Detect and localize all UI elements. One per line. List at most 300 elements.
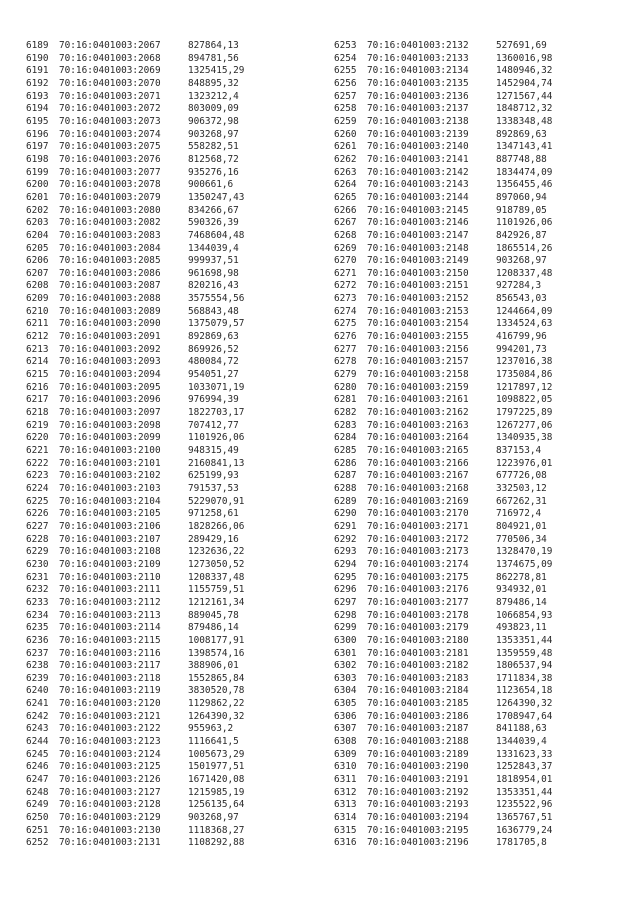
cadastral-value: 892869,63 xyxy=(188,331,239,343)
row-number: 6260 xyxy=(334,128,357,140)
row-number: 6311 xyxy=(334,774,357,786)
cadastral-number: 70:16:0401003:2133 xyxy=(367,52,469,64)
table-row xyxy=(334,799,552,812)
row-number: 6281 xyxy=(334,394,357,406)
row-number: 6231 xyxy=(26,571,49,583)
table-row xyxy=(334,458,552,471)
cadastral-value: 1033071,19 xyxy=(188,381,245,393)
table-row xyxy=(26,736,244,749)
table-row xyxy=(26,382,244,395)
table-row xyxy=(334,774,552,787)
table-row xyxy=(334,483,552,496)
cadastral-value: 1360016,98 xyxy=(496,52,553,64)
table-row xyxy=(334,534,552,547)
cadastral-value: 558282,51 xyxy=(188,141,239,153)
cadastral-number: 70:16:0401003:2085 xyxy=(59,255,161,267)
cadastral-value: 976994,39 xyxy=(188,394,239,406)
cadastral-value: 770506,34 xyxy=(496,533,547,545)
cadastral-value: 3575554,56 xyxy=(188,293,245,305)
row-number: 6309 xyxy=(334,748,357,760)
table-row xyxy=(26,91,244,104)
cadastral-value: 848895,32 xyxy=(188,77,239,89)
cadastral-number: 70:16:0401003:2107 xyxy=(59,533,161,545)
row-number: 6226 xyxy=(26,508,49,520)
table-row xyxy=(26,255,244,268)
table-row xyxy=(334,610,552,623)
cadastral-number: 70:16:0401003:2157 xyxy=(367,356,469,368)
row-number: 6251 xyxy=(26,824,49,836)
row-number: 6265 xyxy=(334,191,357,203)
cadastral-value: 1353351,44 xyxy=(496,786,553,798)
row-number: 6235 xyxy=(26,622,49,634)
cadastral-number: 70:16:0401003:2150 xyxy=(367,267,469,279)
row-number: 6288 xyxy=(334,482,357,494)
row-number: 6280 xyxy=(334,381,357,393)
cadastral-value: 1806537,94 xyxy=(496,660,553,672)
table-row xyxy=(334,331,552,344)
table-row xyxy=(334,420,552,433)
row-number: 6224 xyxy=(26,482,49,494)
cadastral-number: 70:16:0401003:2129 xyxy=(59,812,161,824)
table-row xyxy=(26,167,244,180)
cadastral-number: 70:16:0401003:2152 xyxy=(367,293,469,305)
cadastral-value: 1271567,44 xyxy=(496,90,553,102)
table-row xyxy=(26,356,244,369)
table-row xyxy=(334,280,552,293)
cadastral-value: 1334524,63 xyxy=(496,318,553,330)
table-row xyxy=(334,736,552,749)
row-number: 6193 xyxy=(26,90,49,102)
cadastral-number: 70:16:0401003:2159 xyxy=(367,381,469,393)
cadastral-number: 70:16:0401003:2099 xyxy=(59,432,161,444)
cadastral-number: 70:16:0401003:2186 xyxy=(367,710,469,722)
row-number: 6257 xyxy=(334,90,357,102)
table-row xyxy=(334,205,552,218)
row-number: 6198 xyxy=(26,153,49,165)
cadastral-number: 70:16:0401003:2175 xyxy=(367,571,469,583)
row-number: 6312 xyxy=(334,786,357,798)
cadastral-value: 1671420,08 xyxy=(188,774,245,786)
cadastral-number: 70:16:0401003:2093 xyxy=(59,356,161,368)
cadastral-value: 1359559,48 xyxy=(496,647,553,659)
cadastral-number: 70:16:0401003:2130 xyxy=(59,824,161,836)
cadastral-value: 1129862,22 xyxy=(188,698,245,710)
cadastral-number: 70:16:0401003:2166 xyxy=(367,457,469,469)
table-row xyxy=(26,812,244,825)
cadastral-number: 70:16:0401003:2082 xyxy=(59,217,161,229)
table-row xyxy=(334,141,552,154)
table-row xyxy=(334,318,552,331)
cadastral-value: 948315,49 xyxy=(188,445,239,456)
cadastral-number: 70:16:0401003:2100 xyxy=(59,445,161,456)
cadastral-value: 1818954,01 xyxy=(496,774,553,786)
cadastral-number: 70:16:0401003:2088 xyxy=(59,293,161,305)
cadastral-value: 1331623,33 xyxy=(496,748,553,760)
cadastral-value: 1398574,16 xyxy=(188,647,245,659)
cadastral-value: 1123654,18 xyxy=(496,685,553,697)
cadastral-value: 1347143,41 xyxy=(496,141,553,153)
row-number: 6232 xyxy=(26,584,49,596)
row-number: 6252 xyxy=(26,837,49,849)
cadastral-value: 1350247,43 xyxy=(188,191,245,203)
table-row xyxy=(26,470,244,483)
cadastral-number: 70:16:0401003:2119 xyxy=(59,685,161,697)
cadastral-number: 70:16:0401003:2131 xyxy=(59,837,161,849)
cadastral-value: 999937,51 xyxy=(188,255,239,267)
cadastral-number: 70:16:0401003:2181 xyxy=(367,647,469,659)
cadastral-number: 70:16:0401003:2145 xyxy=(367,204,469,216)
table-row xyxy=(26,369,244,382)
cadastral-value: 1828266,06 xyxy=(188,520,245,532)
cadastral-number: 70:16:0401003:2135 xyxy=(367,77,469,89)
row-number: 6239 xyxy=(26,672,49,684)
cadastral-number: 70:16:0401003:2162 xyxy=(367,407,469,419)
cadastral-value: 1797225,89 xyxy=(496,407,553,419)
cadastral-value: 994201,73 xyxy=(496,343,547,355)
table-row xyxy=(26,723,244,736)
table-row xyxy=(26,243,244,256)
row-number: 6211 xyxy=(26,318,49,330)
row-number: 6237 xyxy=(26,647,49,659)
cadastral-number: 70:16:0401003:2101 xyxy=(59,457,161,469)
table-row xyxy=(334,749,552,762)
cadastral-number: 70:16:0401003:2120 xyxy=(59,698,161,710)
cadastral-value: 1822703,17 xyxy=(188,407,245,419)
cadastral-value: 7468604,48 xyxy=(188,229,245,241)
cadastral-value: 1215985,19 xyxy=(188,786,245,798)
cadastral-number: 70:16:0401003:2118 xyxy=(59,672,161,684)
cadastral-value: 803009,09 xyxy=(188,103,239,115)
row-number: 6203 xyxy=(26,217,49,229)
cadastral-value: 677726,08 xyxy=(496,470,547,482)
cadastral-value: 1264390,32 xyxy=(188,710,245,722)
table-row xyxy=(334,65,552,78)
cadastral-value: 934932,01 xyxy=(496,584,547,596)
table-row xyxy=(334,723,552,736)
table-row xyxy=(334,711,552,724)
cadastral-value: 1264390,32 xyxy=(496,698,553,710)
cadastral-value: 493823,11 xyxy=(496,622,547,634)
table-row xyxy=(26,407,244,420)
row-number: 6205 xyxy=(26,242,49,254)
cadastral-number: 70:16:0401003:2179 xyxy=(367,622,469,634)
table-row xyxy=(334,268,552,281)
right-column xyxy=(334,40,552,850)
row-number: 6196 xyxy=(26,128,49,140)
row-number: 6270 xyxy=(334,255,357,267)
cadastral-number: 70:16:0401003:2106 xyxy=(59,520,161,532)
cadastral-number: 70:16:0401003:2143 xyxy=(367,179,469,191)
cadastral-value: 416799,96 xyxy=(496,331,547,343)
cadastral-value: 1552865,84 xyxy=(188,672,245,684)
cadastral-value: 954051,27 xyxy=(188,369,239,381)
row-number: 6219 xyxy=(26,419,49,431)
table-row xyxy=(334,521,552,534)
table-row xyxy=(334,230,552,243)
table-row xyxy=(26,458,244,471)
cadastral-number: 70:16:0401003:2109 xyxy=(59,558,161,570)
table-row xyxy=(26,280,244,293)
cadastral-number: 70:16:0401003:2177 xyxy=(367,596,469,608)
row-number: 6294 xyxy=(334,558,357,570)
cadastral-value: 1066854,93 xyxy=(496,609,553,621)
cadastral-value: 1155759,51 xyxy=(188,584,245,596)
cadastral-value: 1116641,5 xyxy=(188,736,239,748)
row-number: 6266 xyxy=(334,204,357,216)
cadastral-value: 935276,16 xyxy=(188,166,239,178)
cadastral-value: 1353351,44 xyxy=(496,634,553,646)
table-row xyxy=(26,787,244,800)
table-row xyxy=(26,420,244,433)
cadastral-value: 1708947,64 xyxy=(496,710,553,722)
cadastral-value: 892869,63 xyxy=(496,128,547,140)
table-row xyxy=(334,394,552,407)
table-row xyxy=(26,685,244,698)
row-number: 6262 xyxy=(334,153,357,165)
table-row xyxy=(26,698,244,711)
cadastral-number: 70:16:0401003:2141 xyxy=(367,153,469,165)
cadastral-number: 70:16:0401003:2158 xyxy=(367,369,469,381)
row-number: 6217 xyxy=(26,394,49,406)
table-row xyxy=(334,369,552,382)
row-number: 6222 xyxy=(26,457,49,469)
cadastral-number: 70:16:0401003:2068 xyxy=(59,52,161,64)
table-row xyxy=(26,508,244,521)
row-number: 6215 xyxy=(26,369,49,381)
cadastral-value: 568843,48 xyxy=(188,305,239,317)
cadastral-number: 70:16:0401003:2136 xyxy=(367,90,469,102)
cadastral-value: 3830520,78 xyxy=(188,685,245,697)
table-row xyxy=(26,192,244,205)
cadastral-number: 70:16:0401003:2097 xyxy=(59,407,161,419)
row-number: 6268 xyxy=(334,229,357,241)
cadastral-number: 70:16:0401003:2084 xyxy=(59,242,161,254)
table-row xyxy=(26,40,244,53)
row-number: 6220 xyxy=(26,432,49,444)
cadastral-value: 1848712,32 xyxy=(496,103,553,115)
cadastral-number: 70:16:0401003:2102 xyxy=(59,470,161,482)
row-number: 6238 xyxy=(26,660,49,672)
row-number: 6272 xyxy=(334,280,357,292)
cadastral-number: 70:16:0401003:2110 xyxy=(59,571,161,583)
cadastral-value: 716972,4 xyxy=(496,508,542,520)
cadastral-number: 70:16:0401003:2121 xyxy=(59,710,161,722)
cadastral-value: 862278,81 xyxy=(496,571,547,583)
cadastral-value: 834266,67 xyxy=(188,204,239,216)
cadastral-value: 1501977,51 xyxy=(188,761,245,773)
cadastral-number: 70:16:0401003:2073 xyxy=(59,115,161,127)
row-number: 6308 xyxy=(334,736,357,748)
row-number: 6286 xyxy=(334,457,357,469)
table-row xyxy=(26,65,244,78)
table-row xyxy=(334,584,552,597)
row-number: 6282 xyxy=(334,407,357,419)
cadastral-value: 841188,63 xyxy=(496,723,547,735)
row-number: 6248 xyxy=(26,786,49,798)
table-row xyxy=(26,445,244,458)
table-row xyxy=(334,635,552,648)
cadastral-value: 1865514,26 xyxy=(496,242,553,254)
cadastral-value: 842926,87 xyxy=(496,229,547,241)
cadastral-value: 887748,88 xyxy=(496,153,547,165)
cadastral-value: 856543,03 xyxy=(496,293,547,305)
cadastral-value: 1256135,64 xyxy=(188,799,245,811)
cadastral-number: 70:16:0401003:2094 xyxy=(59,369,161,381)
cadastral-value: 1101926,06 xyxy=(188,432,245,444)
cadastral-value: 820216,43 xyxy=(188,280,239,292)
cadastral-value: 332503,12 xyxy=(496,482,547,494)
cadastral-value: 961698,98 xyxy=(188,267,239,279)
cadastral-value: 1781705,8 xyxy=(496,837,547,849)
table-row xyxy=(26,799,244,812)
table-row xyxy=(26,761,244,774)
cadastral-value: 1356455,46 xyxy=(496,179,553,191)
cadastral-value: 1008177,91 xyxy=(188,634,245,646)
cadastral-value: 827864,13 xyxy=(188,40,239,51)
cadastral-value: 2160841,13 xyxy=(188,457,245,469)
row-number: 6276 xyxy=(334,331,357,343)
row-number: 6293 xyxy=(334,546,357,558)
cadastral-number: 70:16:0401003:2075 xyxy=(59,141,161,153)
table-row xyxy=(334,116,552,129)
row-number: 6204 xyxy=(26,229,49,241)
row-number: 6300 xyxy=(334,634,357,646)
table-row xyxy=(26,597,244,610)
row-number: 6216 xyxy=(26,381,49,393)
cadastral-value: 1834474,09 xyxy=(496,166,553,178)
table-row xyxy=(26,774,244,787)
cadastral-number: 70:16:0401003:2124 xyxy=(59,748,161,760)
table-row xyxy=(26,154,244,167)
row-number: 6297 xyxy=(334,596,357,608)
row-number: 6233 xyxy=(26,596,49,608)
cadastral-number: 70:16:0401003:2185 xyxy=(367,698,469,710)
cadastral-number: 70:16:0401003:2104 xyxy=(59,495,161,507)
row-number: 6273 xyxy=(334,293,357,305)
cadastral-number: 70:16:0401003:2161 xyxy=(367,394,469,406)
cadastral-number: 70:16:0401003:2138 xyxy=(367,115,469,127)
cadastral-value: 955963,2 xyxy=(188,723,234,735)
row-number: 6287 xyxy=(334,470,357,482)
row-number: 6298 xyxy=(334,609,357,621)
row-number: 6316 xyxy=(334,837,357,849)
cadastral-number: 70:16:0401003:2168 xyxy=(367,482,469,494)
row-number: 6242 xyxy=(26,710,49,722)
row-number: 6246 xyxy=(26,761,49,773)
cadastral-number: 70:16:0401003:2115 xyxy=(59,634,161,646)
table-row xyxy=(334,597,552,610)
row-number: 6295 xyxy=(334,571,357,583)
table-row xyxy=(334,382,552,395)
cadastral-value: 1101926,06 xyxy=(496,217,553,229)
cadastral-value: 388906,01 xyxy=(188,660,239,672)
cadastral-value: 1217897,12 xyxy=(496,381,553,393)
row-number: 6244 xyxy=(26,736,49,748)
cadastral-number: 70:16:0401003:2147 xyxy=(367,229,469,241)
cadastral-value: 1323212,4 xyxy=(188,90,239,102)
cadastral-number: 70:16:0401003:2176 xyxy=(367,584,469,596)
cadastral-number: 70:16:0401003:2174 xyxy=(367,558,469,570)
table-row xyxy=(26,103,244,116)
row-number: 6206 xyxy=(26,255,49,267)
cadastral-number: 70:16:0401003:2128 xyxy=(59,799,161,811)
cadastral-number: 70:16:0401003:2127 xyxy=(59,786,161,798)
cadastral-value: 1208337,48 xyxy=(496,267,553,279)
cadastral-number: 70:16:0401003:2092 xyxy=(59,343,161,355)
row-number: 6191 xyxy=(26,65,49,77)
row-number: 6314 xyxy=(334,812,357,824)
table-row xyxy=(26,179,244,192)
cadastral-value: 590326,39 xyxy=(188,217,239,229)
cadastral-value: 906372,98 xyxy=(188,115,239,127)
row-number: 6247 xyxy=(26,774,49,786)
cadastral-number: 70:16:0401003:2080 xyxy=(59,204,161,216)
cadastral-value: 5229070,91 xyxy=(188,495,245,507)
cadastral-value: 889045,78 xyxy=(188,609,239,621)
row-number: 6313 xyxy=(334,799,357,811)
table-row xyxy=(26,432,244,445)
table-row xyxy=(26,141,244,154)
row-number: 6310 xyxy=(334,761,357,773)
table-row xyxy=(334,217,552,230)
table-row xyxy=(334,648,552,661)
table-row xyxy=(334,40,552,53)
cadastral-value: 1237016,38 xyxy=(496,356,553,368)
table-row xyxy=(26,496,244,509)
cadastral-number: 70:16:0401003:2126 xyxy=(59,774,161,786)
row-number: 6284 xyxy=(334,432,357,444)
cadastral-number: 70:16:0401003:2067 xyxy=(59,40,161,51)
row-number: 6194 xyxy=(26,103,49,115)
table-row xyxy=(334,103,552,116)
cadastral-value: 1208337,48 xyxy=(188,571,245,583)
cadastral-number: 70:16:0401003:2190 xyxy=(367,761,469,773)
table-row xyxy=(334,91,552,104)
cadastral-number: 70:16:0401003:2164 xyxy=(367,432,469,444)
cadastral-value: 1365767,51 xyxy=(496,812,553,824)
table-row xyxy=(26,559,244,572)
cadastral-value: 1480946,32 xyxy=(496,65,553,77)
table-row xyxy=(26,53,244,66)
cadastral-value: 894781,56 xyxy=(188,52,239,64)
left-column xyxy=(26,40,244,850)
row-number: 6189 xyxy=(26,40,49,51)
table-row xyxy=(334,154,552,167)
table-row xyxy=(334,812,552,825)
row-number: 6263 xyxy=(334,166,357,178)
row-number: 6195 xyxy=(26,115,49,127)
table-row xyxy=(334,546,552,559)
row-number: 6236 xyxy=(26,634,49,646)
table-row xyxy=(26,546,244,559)
cadastral-value: 897060,94 xyxy=(496,191,547,203)
cadastral-value: 927284,3 xyxy=(496,280,542,292)
cadastral-number: 70:16:0401003:2172 xyxy=(367,533,469,545)
row-number: 6299 xyxy=(334,622,357,634)
cadastral-number: 70:16:0401003:2188 xyxy=(367,736,469,748)
row-number: 6210 xyxy=(26,305,49,317)
row-number: 6200 xyxy=(26,179,49,191)
cadastral-number: 70:16:0401003:2165 xyxy=(367,445,469,456)
cadastral-value: 1005673,29 xyxy=(188,748,245,760)
table-row xyxy=(26,572,244,585)
cadastral-value: 527691,69 xyxy=(496,40,547,51)
row-number: 6267 xyxy=(334,217,357,229)
table-row xyxy=(26,331,244,344)
table-row xyxy=(26,837,244,850)
table-row xyxy=(334,432,552,445)
row-number: 6261 xyxy=(334,141,357,153)
